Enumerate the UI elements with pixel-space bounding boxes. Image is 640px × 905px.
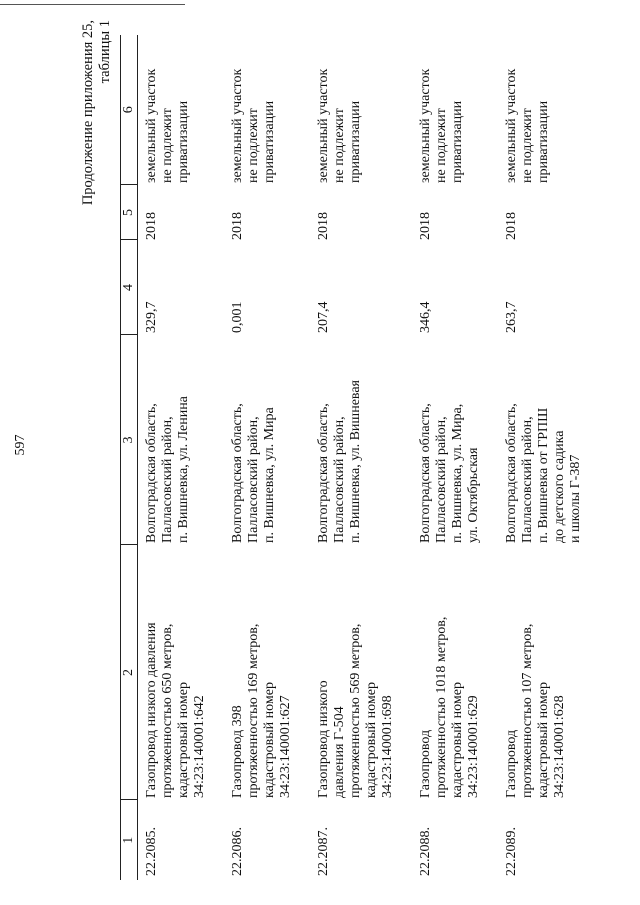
row-number: 22.2085. bbox=[144, 827, 159, 876]
restriction-note: земельный участок не подлежит приватизации bbox=[144, 68, 191, 183]
land-area: 0,001 bbox=[230, 301, 245, 333]
object-description: Газопровод низкого давления Г-504 протяженностью 569 метров, кадастровый номер 34:23:140001:698 bbox=[316, 623, 395, 798]
object-description: Газопровод низкого давления протяженностью 650 метров, кадастровый номер 34:23:140001:642 bbox=[144, 622, 207, 798]
column-header: 4 bbox=[121, 240, 138, 335]
table-row bbox=[412, 35, 498, 880]
object-address: Волгоградская область, Палласовский район, п. Вишневка, ул. Мира, ул. Октябрьская bbox=[418, 403, 481, 543]
object-address: Волгоградская область, Палласовский район, п. Вишневка от ГРПШ до детского садика и школы Г-387 bbox=[504, 403, 583, 543]
land-area: 346,4 bbox=[418, 301, 433, 333]
property-table bbox=[120, 35, 600, 880]
column-header: 3 bbox=[121, 335, 138, 545]
row-number: 22.2087. bbox=[316, 827, 331, 876]
year: 2018 bbox=[316, 212, 331, 240]
land-area: 207,4 bbox=[316, 301, 331, 333]
table-row bbox=[138, 35, 225, 880]
land-area: 329,7 bbox=[144, 301, 159, 333]
object-description: Газопровод протяженностью 1018 метров, кадастровый номер 34:23:140001:629 bbox=[418, 616, 481, 798]
table-header-row bbox=[121, 35, 138, 880]
year: 2018 bbox=[230, 212, 245, 240]
object-description: Газопровод протяженностью 107 метров, кадастровый номер 34:23:140001:628 bbox=[504, 623, 567, 798]
object-address: Волгоградская область, Палласовский район, п. Вишневка, ул. Вишневая bbox=[316, 380, 363, 543]
restriction-note: земельный участок не подлежит приватизации bbox=[230, 68, 277, 183]
year: 2018 bbox=[144, 212, 159, 240]
year: 2018 bbox=[418, 212, 433, 240]
page-number: 597 bbox=[13, 434, 28, 456]
table-row bbox=[224, 35, 310, 880]
land-area: 263,7 bbox=[504, 301, 519, 333]
object-address: Волгоградская область, Палласовский район, п. Вишневка, ул. Ленина bbox=[144, 396, 191, 543]
continuation-line-2: таблицы 1 bbox=[97, 20, 113, 84]
restriction-note: земельный участок не подлежит приватизации bbox=[418, 68, 465, 183]
row-number: 22.2088. bbox=[418, 827, 433, 876]
continuation-note bbox=[80, 20, 114, 205]
row-number: 22.2086. bbox=[230, 827, 245, 876]
restriction-note: земельный участок не подлежит приватизации bbox=[504, 68, 551, 183]
table-row bbox=[310, 35, 412, 880]
column-header: 1 bbox=[121, 800, 138, 880]
continuation-line-1: Продолжение приложения 25, bbox=[80, 20, 96, 206]
object-description: Газопровод 398 протяженностью 169 метров, кадастровый номер 34:23:140001:627 bbox=[230, 623, 293, 798]
object-address: Волгоградская область, Палласовский район, п. Вишневка, ул. Мира bbox=[230, 403, 277, 543]
row-number: 22.2089. bbox=[504, 827, 519, 876]
year: 2018 bbox=[504, 212, 519, 240]
column-header: 2 bbox=[121, 545, 138, 800]
table-row bbox=[498, 35, 600, 880]
restriction-note: земельный участок не подлежит приватизации bbox=[316, 68, 363, 183]
column-header: 6 bbox=[121, 35, 138, 185]
column-header: 5 bbox=[121, 185, 138, 240]
